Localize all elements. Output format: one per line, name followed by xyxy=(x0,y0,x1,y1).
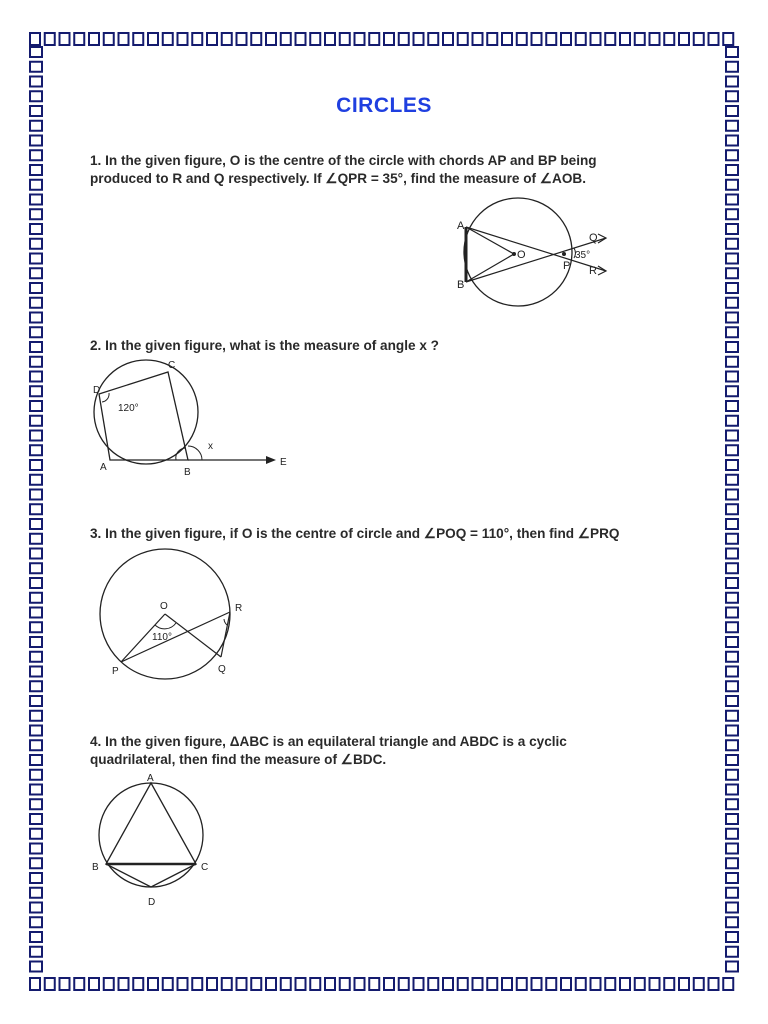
fig4-label-b: B xyxy=(92,862,99,873)
fig1-label-p: P xyxy=(563,260,571,272)
fig1-label-q: Q xyxy=(589,232,598,244)
question-1-line-1: 1. In the given figure, O is the centre of the circle with chords AP and BP being xyxy=(90,153,597,168)
fig4-label-c: C xyxy=(201,862,209,873)
fig1-label-a: A xyxy=(457,220,465,232)
fig2-label-d: D xyxy=(93,385,101,396)
question-1-line-2: produced to R and Q respectively. If ∠QPR = 35°, find the measure of ∠AOB. xyxy=(90,171,586,186)
fig3-label-o: O xyxy=(160,601,168,612)
fig1-label-o: O xyxy=(517,249,526,261)
figure-1 xyxy=(448,196,628,308)
fig1-angle-label: 35° xyxy=(575,250,591,261)
fig2-label-a: A xyxy=(100,462,107,473)
question-4-line-2: quadrilateral, then find the measure of ∠BDC. xyxy=(90,752,387,767)
question-4-line-1: 4. In the given figure, ΔABC is an equilateral triangle and ABDC is a cyclic xyxy=(90,734,567,749)
fig2-label-c: C xyxy=(168,360,176,371)
question-2-line-1: 2. In the given figure, what is the measure of angle x ? xyxy=(90,338,439,353)
question-3 xyxy=(90,525,700,543)
question-2 xyxy=(90,337,700,355)
question-1 xyxy=(90,152,700,188)
fig2-label-e: E xyxy=(280,457,287,468)
fig2-angle-label: 120° xyxy=(118,403,139,414)
fig3-label-q: Q xyxy=(218,664,226,675)
fig3-angle-label: 110° xyxy=(152,632,172,643)
fig4-label-a: A xyxy=(147,773,154,784)
fig2-label-b: B xyxy=(184,467,191,478)
fig1-label-b: B xyxy=(457,279,465,291)
figure-3 xyxy=(98,548,258,680)
question-3-line-1: 3. In the given figure, if O is the centre of circle and ∠POQ = 110°, then find ∠PRQ xyxy=(90,526,620,541)
fig3-label-r: R xyxy=(235,603,243,614)
fig4-label-d: D xyxy=(148,897,156,908)
figure-4 xyxy=(88,772,218,910)
fig1-label-r: R xyxy=(589,265,597,277)
fig2-label-x: x xyxy=(208,441,213,452)
page-title: CIRCLES xyxy=(336,94,432,117)
question-4 xyxy=(90,733,700,769)
fig3-label-p: P xyxy=(112,666,119,677)
figure-2 xyxy=(90,356,300,480)
